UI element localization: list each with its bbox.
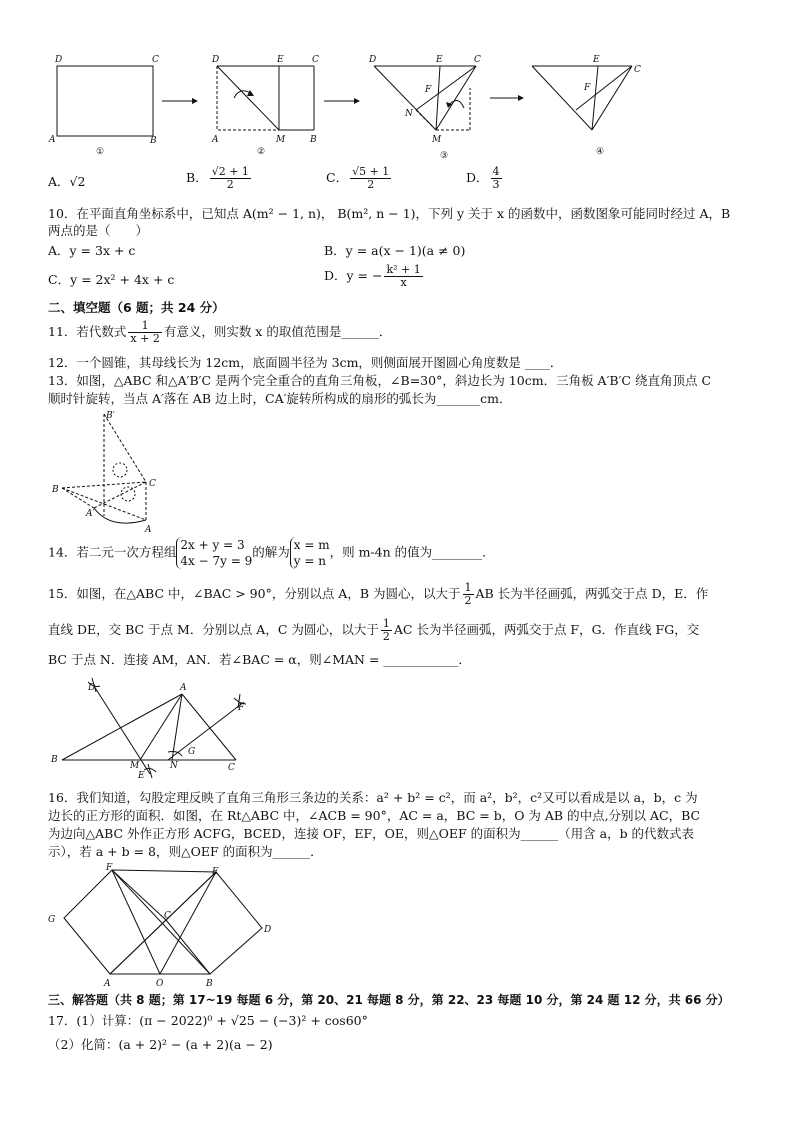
q13-rotation-figure (48, 406, 168, 536)
q16-line4: 示），若 a + b = 8，则△OEF 的面积为______． (48, 844, 323, 859)
label-E: E (593, 55, 600, 65)
solution-2: y = n (293, 554, 326, 568)
equation-1: 2x + y = 3 (180, 538, 245, 552)
label-C: C (634, 65, 641, 75)
q10-option-d (324, 264, 425, 289)
option-text: D．y = − (324, 268, 383, 283)
fraction-denominator: 2 (226, 178, 234, 191)
fold-step-2 (211, 55, 319, 157)
q17-part2: （2）化简：(a + 2)² − (a + 2)(a − 2) (48, 1037, 273, 1052)
q16-squares-figure (44, 862, 280, 990)
label-A: A (212, 135, 219, 145)
step-3-label: ③ (440, 151, 449, 161)
label-F: F (238, 703, 245, 713)
q13-line1: 13．如图，△ABC 和△A′B′C 是两个完全重合的直角三角板，∠B=30°，斜边长为 10cm．三角板 A′B′C 绕直角顶点 C (48, 373, 712, 388)
arrow-icon (490, 95, 524, 101)
q11 (48, 320, 391, 345)
section-2-title: 二、填空题（6 题；共 24 分） (48, 300, 225, 315)
label-E: E (138, 771, 145, 780)
arrow-icon (324, 98, 360, 104)
q15-text: 15．如图，在△ABC 中，∠BAC > 90°，分别以点 A，B 为圆心，以大于 (48, 586, 461, 601)
label-A-prime: A′ (86, 509, 95, 519)
q10-line2: 两点的是（ ） (48, 223, 149, 238)
label-E: E (436, 55, 443, 65)
q14 (48, 537, 495, 569)
label-C: C (152, 55, 159, 65)
label-B: B (52, 485, 59, 495)
label-A: A (104, 979, 111, 989)
label-N: N (170, 761, 178, 771)
q9-option-b (186, 166, 253, 191)
label-F: F (425, 85, 432, 95)
q16-line1: 16．我们知道，勾股定理反映了直角三角形三条边的关系：a² + b² = c²，而 a²，b²，c²又可以看成是以 a，b，c 为 (48, 790, 698, 805)
label-C: C (474, 55, 481, 65)
label-N: N (405, 109, 413, 119)
fraction-numerator: 1 (464, 581, 472, 594)
fraction-numerator: 4 (492, 165, 500, 178)
q12: 12．一个圆锥，其母线长为 12cm，底面圆半径为 3cm，则侧面展开图圆心角度数是 ____． (48, 355, 563, 370)
fraction-numerator: 1 (128, 320, 161, 333)
step-1-label: ① (96, 147, 105, 157)
label-F: F (584, 83, 591, 93)
fraction-numerator: √5 + 1 (352, 165, 390, 178)
equation-2: 4x − 7y = 9 (180, 554, 253, 568)
label-B: B (206, 979, 213, 989)
fold-step-3 (368, 55, 481, 161)
label-D: D (55, 55, 63, 65)
fraction-numerator: √2 + 1 (211, 165, 249, 178)
q9-option-d (466, 166, 504, 191)
q11-text-post: 有意义，则实数 x 的取值范围是______． (163, 324, 392, 339)
q10-option-b: B．y = a(x − 1)(a ≠ 0) (324, 243, 466, 258)
label-D: D (369, 55, 377, 65)
fraction-denominator: 3 (492, 178, 500, 191)
step-4-label: ④ (596, 147, 605, 157)
option-label: A． (48, 174, 70, 189)
q9-option-a (48, 174, 85, 190)
q17-part1: 17．(1）计算：(π − 2022)⁰ + √25 − (−3)² + cos60° (48, 1013, 368, 1028)
label-C: C (149, 479, 156, 489)
label-G: G (48, 915, 56, 925)
label-A: A (180, 683, 187, 693)
label-C: C (164, 911, 171, 921)
q15-line2 (48, 618, 699, 643)
q14-text-pre: 14．若二元一次方程组 (48, 544, 177, 560)
q15-line3: BC 于点 N．连接 AM，AN．若∠BAC = α，则∠MAN = ____________． (48, 652, 471, 667)
label-O: O (156, 979, 164, 989)
label-B: B (310, 135, 317, 145)
q14-text-mid: 的解为 (252, 544, 290, 560)
label-D: D (88, 683, 96, 693)
option-label: B． (186, 170, 208, 185)
q13-line2: 顺时针旋转，当点 A′落在 AB 边上时，CA′旋转所构成的扇形的弧长为_______cm． (48, 391, 512, 406)
fold-step-1 (48, 55, 159, 157)
label-G: G (188, 747, 196, 757)
q10-option-c: C．y = 2x² + 4x + c (48, 272, 175, 287)
option-label: C． (326, 170, 349, 185)
fraction-denominator: 2 (382, 630, 390, 643)
fraction-denominator: 2 (464, 594, 472, 607)
fraction-denominator: 2 (367, 178, 375, 191)
q15-text: AB 长为半径画弧，两弧交于点 D，E．作 (475, 586, 709, 601)
arrow-icon (162, 98, 198, 104)
section-3-title: 三、解答题（共 8 题；第 17~19 每题 6 分，第 20、21 每题 8 分，第 22、23 每题 10 分，第 24 题 12 分，共 66 分） (48, 993, 730, 1007)
equation-system (176, 537, 252, 569)
paper-folding-figure (44, 50, 664, 162)
fold-step-4 (532, 55, 641, 157)
label-A: A (145, 525, 152, 535)
option-label: D． (466, 170, 489, 185)
step-2-label: ② (257, 147, 266, 157)
q10-option-a: A．y = 3x + c (48, 243, 136, 258)
q16-line3: 为边向△ABC 外作正方形 ACFG，BCED，连接 OF，EF，OE，则△OEF 的面积为______（用含 a，b 的代数式表 (48, 826, 695, 841)
fraction-numerator: 1 (382, 617, 390, 630)
q16-line2: 边长的正方形的面积．如图，在 Rt△ABC 中，∠ACB = 90°，AC = a，BC = b，O 为 AB 的中点,分别以 AC，BC (48, 808, 701, 823)
label-D: D (264, 925, 272, 935)
q15-construction-figure (48, 674, 248, 780)
solution-system (290, 537, 330, 569)
fraction-denominator: x + 2 (130, 332, 160, 345)
q10-line1: 10．在平面直角坐标系中，已知点 A(m² − 1, n)， B(m², n − 1)，下列 y 关于 x 的函数中，函数图象可能同时经过 A，B (48, 206, 731, 221)
label-F: F (106, 863, 113, 873)
label-C: C (228, 763, 235, 773)
q9-option-c (326, 166, 393, 191)
solution-1: x = m (293, 538, 330, 552)
label-D: D (212, 55, 220, 65)
label-E: E (277, 55, 284, 65)
label-B-prime: B′ (106, 411, 115, 421)
label-B: B (150, 136, 157, 146)
label-B: B (51, 755, 58, 765)
q15-line1 (48, 582, 708, 607)
label-A: A (49, 135, 56, 145)
q11-text-pre: 11．若代数式 (48, 324, 127, 339)
fraction-denominator: x (400, 276, 407, 289)
q15-text: AC 长为半径画弧，两弧交于点 F，G．作直线 FG，交 (393, 622, 700, 637)
q15-text: 直线 DE，交 BC 于点 M．分别以点 A，C 为圆心，以大于 (48, 622, 379, 637)
fraction-numerator: k² + 1 (386, 263, 421, 276)
label-M: M (276, 135, 286, 145)
option-value: √2 (69, 174, 86, 189)
label-E: E (212, 867, 219, 877)
q14-text-post: ，则 m-4n 的值为________． (329, 544, 495, 560)
label-M: M (130, 761, 140, 771)
label-M: M (432, 135, 442, 145)
label-C: C (312, 55, 319, 65)
